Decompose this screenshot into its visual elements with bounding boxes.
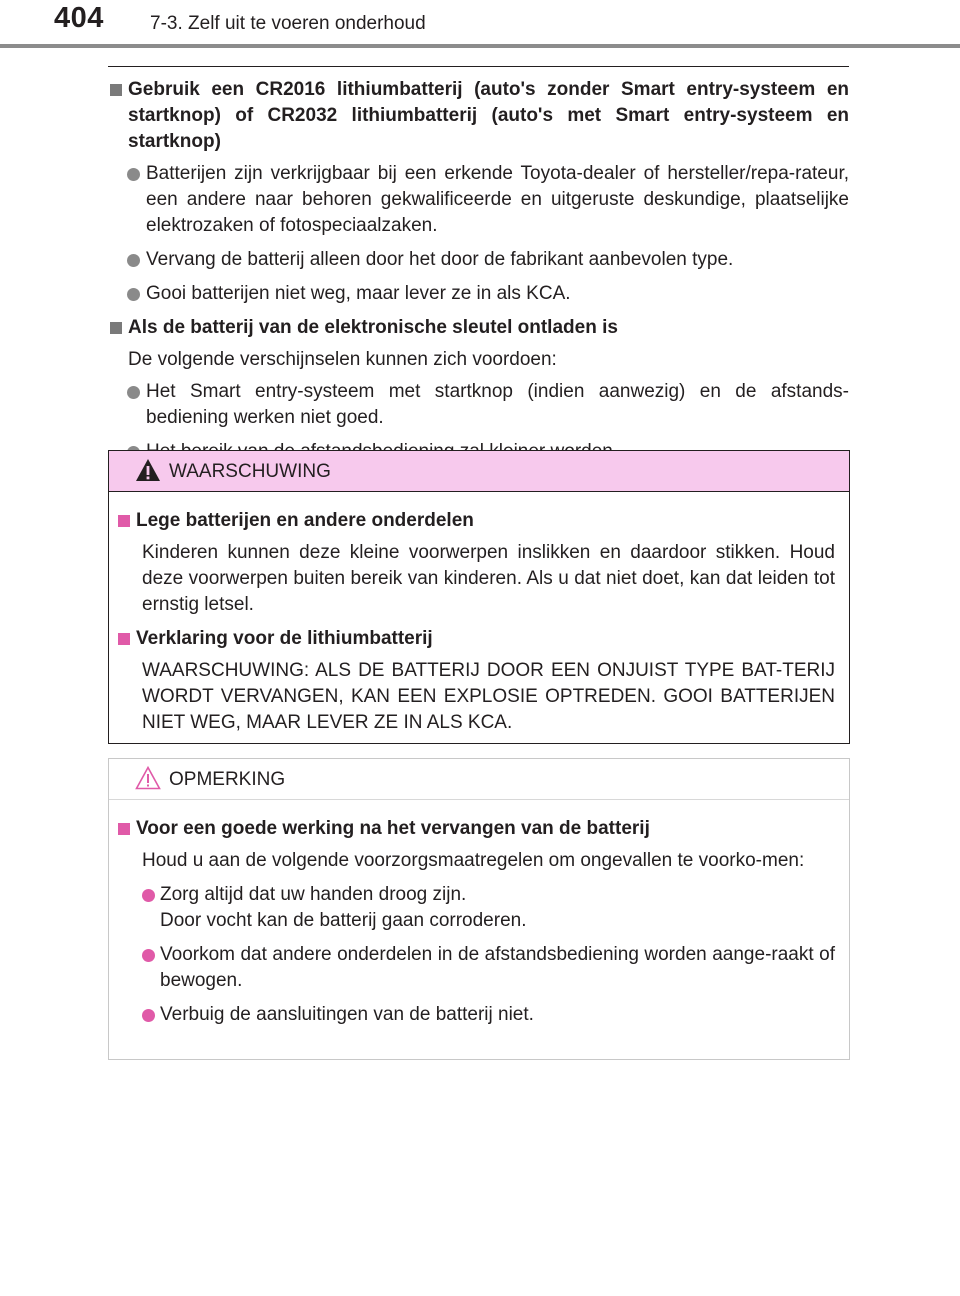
note-intro: Houd u aan de volgende voorzorgsmaatregelen om ongevallen te voorko-men:: [142, 850, 805, 871]
warning-section-text: Kinderen kunnen deze kleine voorwerpen inslikken en daardoor stikken. Houd deze voorwerpen buiten bereik van kinderen. Als u dat niet doet, kan dat leiden tot ernstig letsel.: [142, 542, 835, 615]
discharged-intro: De volgende verschijnselen kunnen zich voordoen:: [128, 349, 557, 370]
main-content: [108, 66, 849, 473]
section-title: 7-3. Zelf uit te voeren onderhoud: [150, 13, 426, 34]
note-triangle-icon: [135, 765, 161, 791]
round-bullet-icon: [127, 168, 140, 181]
note-title: OPMERKING: [169, 769, 286, 790]
warning-title: WAARSCHUWING: [169, 461, 331, 482]
square-bullet-icon: [118, 823, 130, 835]
warning-triangle-icon: [135, 457, 161, 483]
list-item: Voorkom dat andere onderdelen in de afstandsbediening worden aange-raakt of bewogen.: [116, 942, 835, 994]
warning-box: [108, 450, 850, 744]
round-bullet-icon: [142, 1009, 155, 1022]
square-bullet-icon: [118, 515, 130, 527]
warning-section-heading: Lege batterijen en andere onderdelen: [116, 508, 835, 534]
round-bullet-icon: [127, 386, 140, 399]
list-item: Zorg altijd dat uw handen droog zijn. Door vocht kan de batterij gaan corroderen.: [116, 882, 835, 934]
battery-type-heading: Gebruik een CR2016 lithiumbatterij (auto's zonder Smart entry-systeem en startknop) of CR2032 lithiumbatterij (auto's met Smart entry-systeem en startknop): [108, 77, 849, 155]
round-bullet-icon: [127, 254, 140, 267]
page-header: [0, 0, 960, 50]
warning-section-text: WAARSCHUWING: ALS DE BATTERIJ DOOR EEN ONJUIST TYPE BAT-TERIJ WORDT VERVANGEN, KAN EEN EXPLOSIE OPTREDEN. GOOI BATTERIJEN NIET WEG, MAAR LEVER ZE IN ALS KCA.: [142, 660, 835, 733]
list-item: Gooi batterijen niet weg, maar lever ze in als KCA.: [108, 281, 849, 307]
round-bullet-icon: [142, 949, 155, 962]
square-bullet-icon: [118, 633, 130, 645]
square-bullet-icon: [110, 84, 122, 96]
discharged-heading: Als de batterij van de elektronische sleutel ontladen is: [108, 315, 849, 341]
list-item: Vervang de batterij alleen door het door de fabrikant aanbevolen type.: [108, 247, 849, 273]
square-bullet-icon: [110, 322, 122, 334]
round-bullet-icon: [142, 889, 155, 902]
round-bullet-icon: [127, 288, 140, 301]
note-box: [108, 758, 850, 1060]
page-number: 404: [54, 2, 104, 34]
warning-box-header: [109, 451, 849, 492]
list-item: Batterijen zijn verkrijgbaar bij een erkende Toyota-dealer of hersteller/repa-rateur, een andere naar behoren gekwalificeerde en uitgeruste deskundige, plaatselijke elektrozaken of fotospeciaalzaken.: [108, 161, 849, 239]
warning-section-heading: Verklaring voor de lithiumbatterij: [116, 626, 835, 652]
note-heading: Voor een goede werking na het vervangen van de batterij: [116, 816, 835, 842]
header-rule: [0, 44, 960, 48]
list-item: Het Smart entry-systeem met startknop (indien aanwezig) en de afstands-bediening werken niet goed.: [108, 379, 849, 431]
note-box-header: [109, 759, 849, 800]
list-item: Verbuig de aansluitingen van de batterij niet.: [116, 1002, 835, 1028]
